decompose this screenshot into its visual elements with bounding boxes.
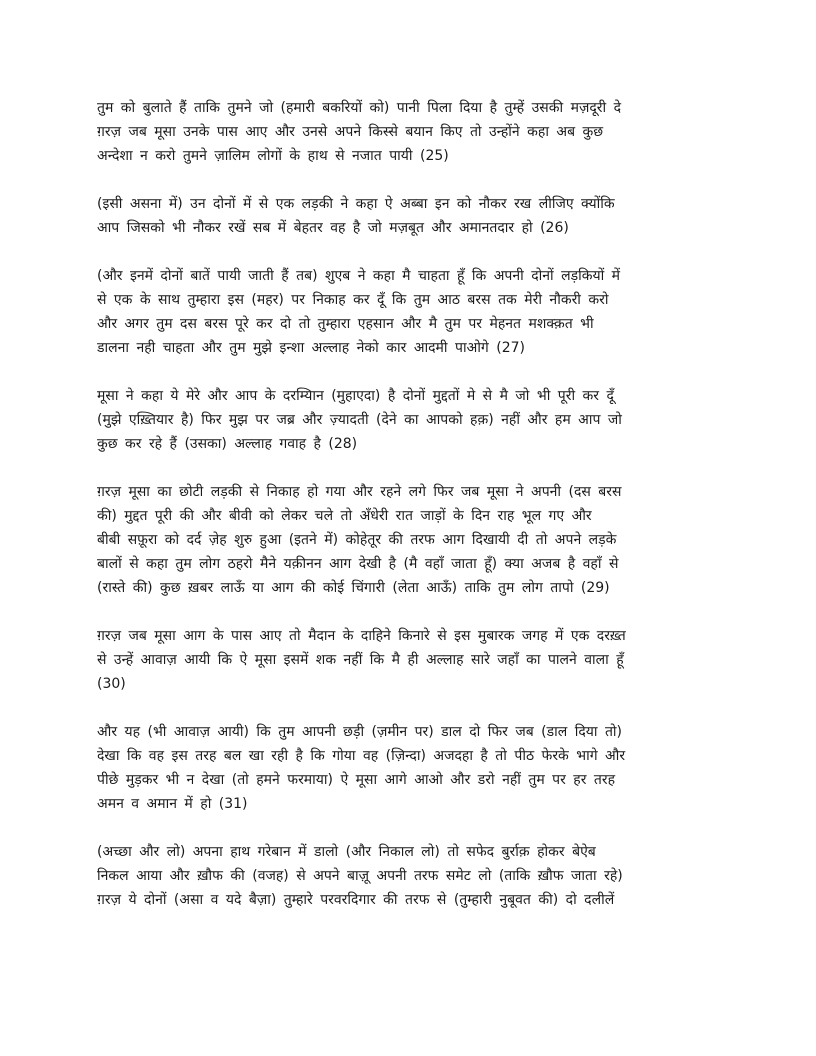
paragraph-27 [97,264,717,360]
text-line: और अगर तुम दस बरस पूरे कर दो तो तुम्हारा एहसान और मै तुम पर मेहनत मशक्क़त भी [97,316,594,332]
text-line: आप जिसको भी नौकर रखें सब में बेहतर वह है जो मज़बूत और अमानतदार हो (26) [97,220,569,236]
text-line: ग़रज़ मूसा का छोटी लड़की से निकाह हो गया और रहने लगे फिर जब मूसा ने अपनी (दस बरस [97,484,622,500]
text-line: निकल आया और ख़ौफ की (वजह) से अपने बाज़ू अपनी तरफ समेट लो (ताकि ख़ौफ जाता रहे) [97,868,623,884]
text-line: अमन व अमान में हो (31) [97,796,248,812]
text-line: (अच्छा और लो) अपना हाथ गरेबान में डालो (और निकाल लो) तो सफेद बुर्राक़ होकर बेऐब [97,844,596,860]
text-line: ग़रज़ जब मूसा उनके पास आए और उनसे अपने किस्से बयान किए तो उन्होंने कहा अब कुछ [97,124,604,140]
paragraph-31 [97,720,717,816]
text-line: कुछ कर रहे हैं (उसका) अल्लाह गवाह है (28) [97,436,358,452]
text-line: बालों से कहा तुम लोग ठहरो मैने यक़ीनन आग देखी है (मै वहाँ जाता हूँ) क्या अजब है वहाँ से [97,556,619,572]
text-line: तुम को बुलाते हैं ताकि तुमने जो (हमारी बकरियों को) पानी पिला दिया है तुम्हें उसकी मज़दूरी दे [97,100,622,116]
paragraph-30 [97,624,717,696]
text-line: (इसी असना में) उन दोनों में से एक लड़की ने कहा ऐ अब्बा इन को नौकर रख लीजिए क्योंकि [97,196,615,212]
text-line: पीछे मुड़कर भी न देखा (तो हमने फरमाया) ऐ मूसा आगे आओ और डरो नहीं तुम पर हर तरह [97,772,616,788]
paragraph-29 [97,480,717,600]
text-line: मूसा ने कहा ये मेरे और आप के दरम्यिान (मुहाएदा) है दोनों मुद्दतों मे से मै जो भी पूरी कर दूँ [97,388,614,404]
paragraph-32 [97,840,717,912]
text-line: (30) [97,676,126,692]
paragraph-26 [97,192,717,240]
text-line: बीबी सफ़ूरा को दर्द ज़ेह शुरु हुआ (इतने में) कोहेतूर की तरफ आग दिखायी दी तो अपने लड़के [97,532,617,548]
text-line: और यह (भी आवाज़ आयी) कि तुम आपनी छड़ी (ज़मीन पर) डाल दो फिर जब (डाल दिया तो) [97,724,623,740]
text-line: देखा कि वह इस तरह बल खा रही है कि गोया वह (ज़िन्दा) अजदहा है तो पीठ फेरके भागे और [97,748,626,764]
text-line: की) मुद्दत पूरी की और बीवी को लेकर चले तो अँधेरी रात जाड़ों के दिन राह भूल गए और [97,508,592,524]
text-line: (मुझे एख़्तियार है) फिर मुझ पर जब्र और ज़्यादती (देने का आपको हक़) नहीं और हम आप जो [97,412,622,428]
text-line: (और इनमें दोनों बातें पायी जाती हैं तब) शुएब ने कहा मै चाहता हूँ कि अपनी दोनों लड़कियों में [97,268,621,284]
paragraph-25 [97,96,717,168]
text-line: से उन्हें आवाज़ आयी कि ऐ मूसा इसमें शक नहीं कि मै ही अल्लाह सारे जहाँ का पालने वाला हूँ [97,652,624,668]
paragraph-28 [97,384,717,456]
text-line: डालना नही चाहता और तुम मुझे इन्शा अल्लाह नेको कार आदमी पाओगे (27) [97,340,525,356]
text-line: (रास्ते की) कुछ ख़बर लाऊँ या आग की कोई चिंगारी (लेता आऊँ) ताकि तुम लोग तापो (29) [97,580,610,596]
document-page [97,96,717,936]
text-line: ग़रज़ जब मूसा आग के पास आए तो मैदान के दाहिने किनारे से इस मुबारक जगह में एक दरख़्त [97,628,626,644]
text-line: से एक के साथ तुम्हारा इस (महर) पर निकाह कर दूँ कि तुम आठ बरस तक मेरी नौकरी करो [97,292,609,308]
text-line: अन्देशा न करो तुमने ज़ालिम लोगों के हाथ से नजात पायी (25) [97,148,449,164]
text-line: ग़रज़ ये दोनों (असा व यदे बैज़ा) तुम्हारे परवरदिगार की तरफ से (तुम्हारी नुबूवत की) दो दलीलें [97,892,615,908]
